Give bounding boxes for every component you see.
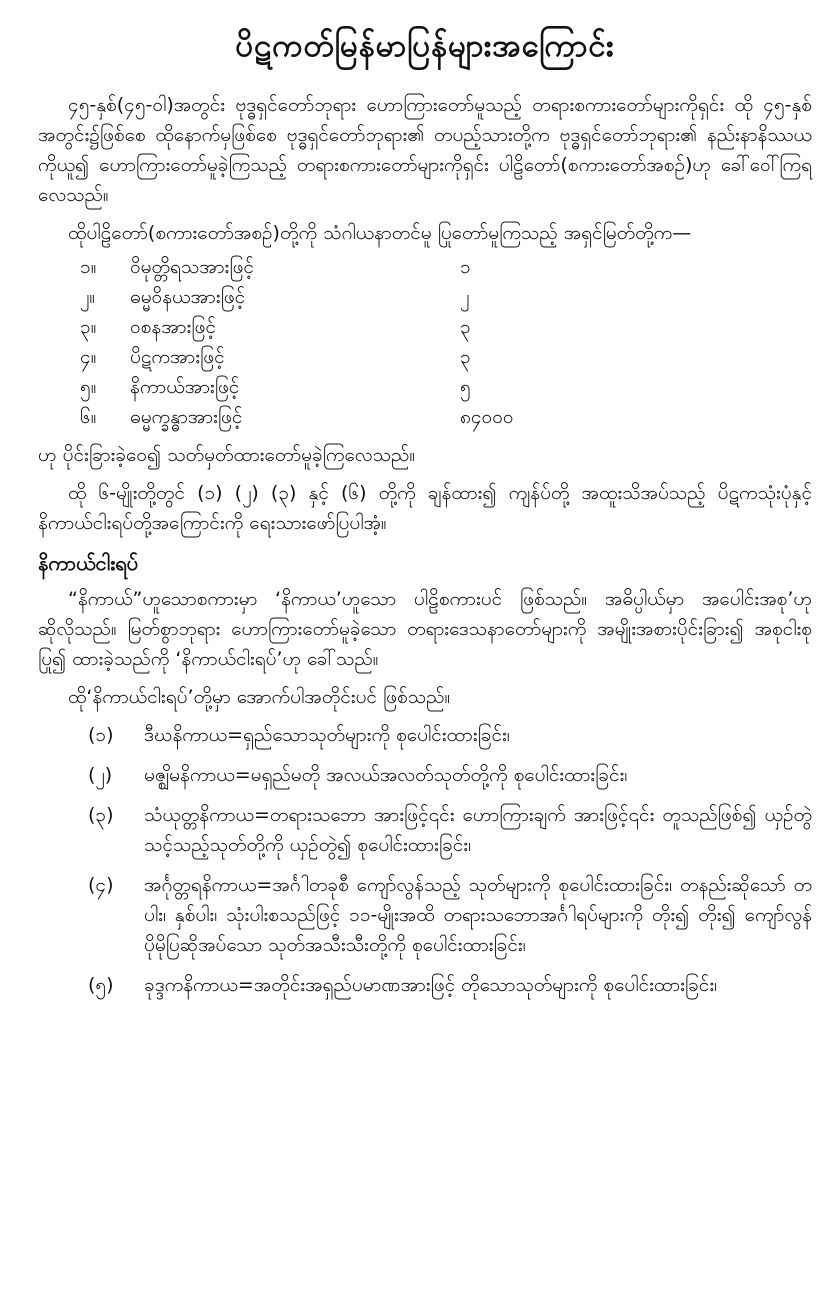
section-heading: နိကာယ်ငါးရပ် xyxy=(38,551,139,575)
selection-paragraph: ထို ၆-မျိုးတို့တွင် (၁) (၂) (၃) နှင့် (၆) တို့ကို ချန်ထား၍ ကျန်ပ်တို့ အထူးသိအပ်သည့် ပိဋကသုံးပုံနှင့် နိကာယ်ငါးရပ်တို့အကြောင်းကို ရေးသားဖော်ပြပါအံ့။ xyxy=(38,482,812,534)
nikaya-list-intro-paragraph: ထို‘နိကာယ်ငါးရပ်’တို့မှာ အောက်ပါအတိုင်းပင် ဖြစ်သည်။ xyxy=(68,686,451,708)
list-item-number: ၃။ xyxy=(80,316,97,338)
list-item-number: ၆။ xyxy=(80,406,97,428)
list-item-value: ၁ xyxy=(460,256,471,278)
nikaya-item-number: (၁) xyxy=(88,724,114,746)
nikaya-item xyxy=(38,970,812,1000)
list-item-number: ၁။ xyxy=(80,256,97,278)
list-item-value: ၂ xyxy=(460,286,470,308)
nikaya-item xyxy=(38,760,812,790)
division-list xyxy=(38,252,812,432)
list-item xyxy=(38,252,812,282)
list-item-number: ၄။ xyxy=(80,346,97,368)
nikaya-item-text: ဒီဃနိကာယ=ရှည်သောသုတ်များကို စုပေါင်းထားခြင်း၊ xyxy=(144,724,510,746)
intro-paragraph: ၄၅-နှစ်(၄၅-ဝါ)အတွင်း ဗုဒ္ဓရှင်တော်ဘုရား ဟောကြားတော်မူသည့် တရားစကားတော်များကိုရှင်း ထို ၄၅-နှစ်အတွင်း၌ဖြစ်စေ ထိုနောက်မှဖြစ်စေ ဗုဒ္ဓရှင်တော်ဘုရား၏ တပည့်သားတို့က ဗုဒ္ဓရှင်တော်ဘုရား၏ နည်းနာနိဿယကိုယူ၍ ဟောကြားတော်မူခဲ့ကြသည့် တရားစကားတော်များကိုရှင်း ပါဠိတော်(စကားတော်အစဉ်)ဟု ခေါ်ဝေါ်ကြရလေသည်။ xyxy=(38,94,812,206)
nikaya-item-number: (၅) xyxy=(88,974,114,996)
nikaya-list xyxy=(38,720,812,1000)
list-item-label: ဝိမုတ္တိရသအားဖြင့် xyxy=(130,256,254,278)
list-item-value: ၅ xyxy=(460,376,471,398)
division-conclusion-paragraph: ဟု ပိုင်းခြားခဲ့ဝေ၍ သတ်မှတ်ထားတော်မူခဲ့ကြလေသည်။ xyxy=(38,444,416,466)
list-item xyxy=(38,312,812,342)
nikaya-item xyxy=(38,870,812,960)
list-item-label: နိကာယ်အားဖြင့် xyxy=(130,376,240,398)
nikaya-item xyxy=(38,720,812,750)
list-item-label: ဝစနအားဖြင့် xyxy=(130,316,216,338)
list-item-number: ၂။ xyxy=(80,286,96,308)
division-intro-paragraph: ထိုပါဠိတော်(စကားတော်အစဉ်)တို့ကို သံဂါယနာတင်မူ ပြုတော်မူကြသည့် အရှင်မြတ်တို့က— xyxy=(68,222,692,244)
list-item-value: ၃ xyxy=(460,346,471,368)
nikaya-item-text: အင်္ဂုတ္တရနိကာယ=အင်္ဂါတခုစီ ကျော်လွန်သည့် သုတ်များကို စုပေါင်းထားခြင်း၊ တနည်းဆိုသော် တပါး၊ နှစ်ပါး၊ သုံးပါးစသည်ဖြင့် ၁၁-မျိုးအထိ တရားသဘောအင်္ဂါရပ်များကို တိုး၍ တိုး၍ ကျော်လွန်ပိုမိုပြဆိုအပ်သော သုတ်အသီးသီးတို့ကို စုပေါင်းထားခြင်း၊ xyxy=(144,874,812,956)
page-title: ပိဋကတ်မြန်မာပြန်များအကြောင်း xyxy=(235,28,615,64)
nikaya-item-number: (၂) xyxy=(88,764,113,786)
list-item-value: ၈၄၀၀၀ xyxy=(460,406,514,428)
nikaya-item-text: မဇ္ဈိမနိကာယ=မရှည်မတို အလယ်အလတ်သုတ်တို့ကို စုပေါင်းထားခြင်း၊ xyxy=(144,764,628,786)
nikaya-item-text: သံယုတ္တနိကာယ=တရားသဘော အားဖြင့်၎င်း ဟောကြားချက် အားဖြင့်၎င်း တူသည်ဖြစ်၍ ယှဉ်တွဲသင့်သည့်သုတ်တို့ကို ယှဉ်တွဲ၍ စုပေါင်းထားခြင်း၊ xyxy=(144,804,812,856)
list-item xyxy=(38,402,812,432)
nikaya-item-number: (၄) xyxy=(88,874,114,896)
list-item xyxy=(38,372,812,402)
nikaya-item-text: ခုဒ္ဒကနိကာယ=အတိုင်းအရှည်ပမာဏအားဖြင့် တိုသောသုတ်များကို စုပေါင်းထားခြင်း၊ xyxy=(144,974,718,996)
list-item-label: ပိဋကအားဖြင့် xyxy=(130,346,225,368)
list-item xyxy=(38,342,812,372)
list-item-label: ဓမ္မဝိနယအားဖြင့် xyxy=(130,286,246,308)
nikaya-definition-paragraph: “နိကာယ်”ဟူသောစကားမှာ ‘နိကာယ’ဟူသော ပါဠိစကားပင် ဖြစ်သည်။ အဓိပ္ပါယ်မှာ အပေါင်းအစု’ဟု ဆိုလိုသည်။ မြတ်စွာဘုရား ဟောကြားတော်မူခဲ့သော တရားဒေသနာတော်များကို အမျိုးအစားပိုင်းခြား၍ အစုငါးစုပြု၍ ထားခဲ့သည်ကို ‘နိကာယ်ငါးရပ်’ဟု ခေါ်သည်။ xyxy=(38,588,812,670)
nikaya-item-number: (၃) xyxy=(88,804,114,826)
list-item-label: ဓမ္မက္ခန္ဓာအားဖြင့် xyxy=(130,406,243,428)
list-item-value: ၃ xyxy=(460,316,471,338)
list-item xyxy=(38,282,812,312)
nikaya-item xyxy=(38,800,812,860)
list-item-number: ၅။ xyxy=(80,376,97,398)
